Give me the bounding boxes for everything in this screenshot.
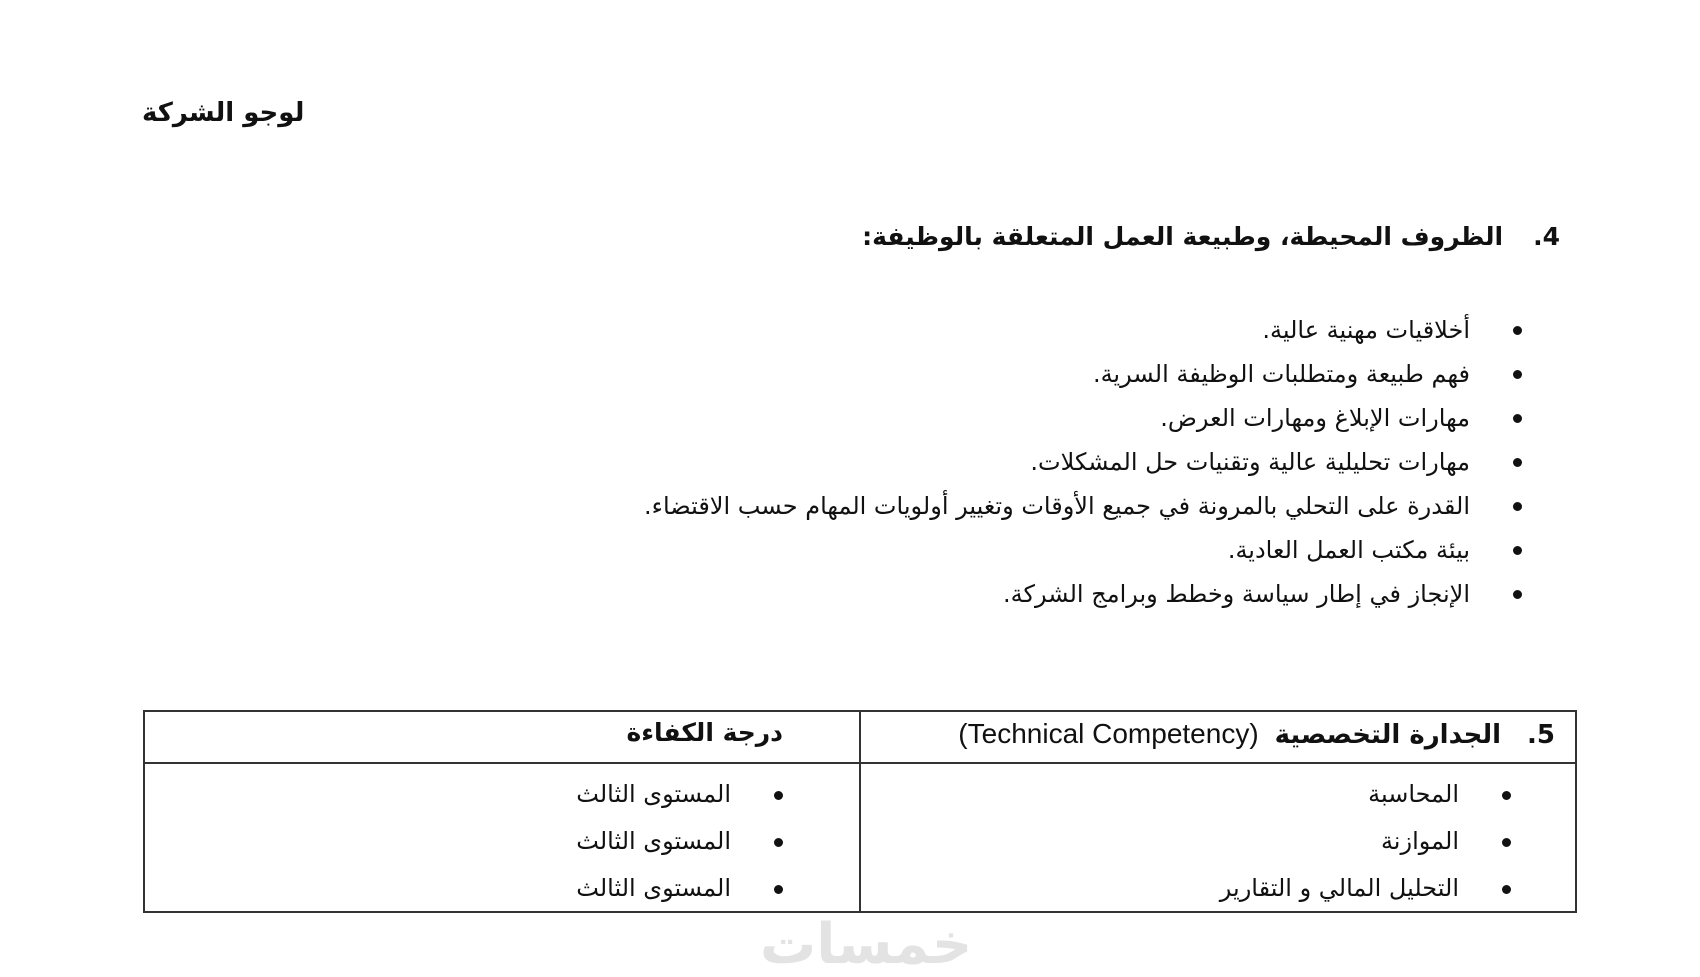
level-column-header: درجة الكفاءة <box>626 718 783 747</box>
list-item: المستوى الثالث <box>576 774 783 821</box>
section-4-heading <box>862 222 1560 251</box>
list-item: الإنجاز في إطار سياسة وخطط وبرامج الشركة. <box>644 572 1522 616</box>
section-5-title-english: (Technical Competency) <box>958 718 1259 749</box>
list-item: المستوى الثالث <box>576 868 783 915</box>
bullet-icon <box>1513 458 1522 467</box>
bullet-icon <box>1513 326 1522 335</box>
bullet-icon <box>1513 502 1522 511</box>
competency-column-header <box>958 718 1555 750</box>
section-5-title: الجدارة التخصصية <box>1274 720 1502 750</box>
bullet-icon <box>1502 885 1511 894</box>
company-logo-placeholder: لوجو الشركة <box>142 98 305 128</box>
list-item: الموازنة <box>1220 821 1511 868</box>
table-column-divider <box>859 712 861 911</box>
watermark-logo: خمسات <box>760 912 973 977</box>
list-item: مهارات تحليلية عالية وتقنيات حل المشكلات. <box>644 440 1522 484</box>
section-4-number: 4. <box>1533 222 1560 251</box>
bullet-icon <box>774 838 783 847</box>
bullet-icon <box>774 885 783 894</box>
list-item: التحليل المالي و التقارير <box>1220 868 1511 915</box>
technical-competency-table <box>143 710 1577 913</box>
competency-list <box>1220 774 1511 915</box>
bullet-icon <box>1513 414 1522 423</box>
table-row-divider <box>145 762 1575 764</box>
bullet-icon <box>1513 546 1522 555</box>
list-item: بيئة مكتب العمل العادية. <box>644 528 1522 572</box>
bullet-icon <box>774 791 783 800</box>
list-item: المحاسبة <box>1220 774 1511 821</box>
list-item: مهارات الإبلاغ ومهارات العرض. <box>644 396 1522 440</box>
list-item: المستوى الثالث <box>576 821 783 868</box>
bullet-icon <box>1513 590 1522 599</box>
bullet-icon <box>1513 370 1522 379</box>
list-item: القدرة على التحلي بالمرونة في جميع الأوقات وتغيير أولويات المهام حسب الاقتضاء. <box>644 484 1522 528</box>
list-item: أخلاقيات مهنية عالية. <box>644 308 1522 352</box>
bullet-icon <box>1502 791 1511 800</box>
section-4-title: الظروف المحيطة، وطبيعة العمل المتعلقة بالوظيفة: <box>862 222 1504 251</box>
level-list <box>576 774 783 915</box>
section-5-number: 5. <box>1527 720 1555 750</box>
work-conditions-list <box>644 308 1522 616</box>
bullet-icon <box>1502 838 1511 847</box>
list-item: فهم طبيعة ومتطلبات الوظيفة السرية. <box>644 352 1522 396</box>
